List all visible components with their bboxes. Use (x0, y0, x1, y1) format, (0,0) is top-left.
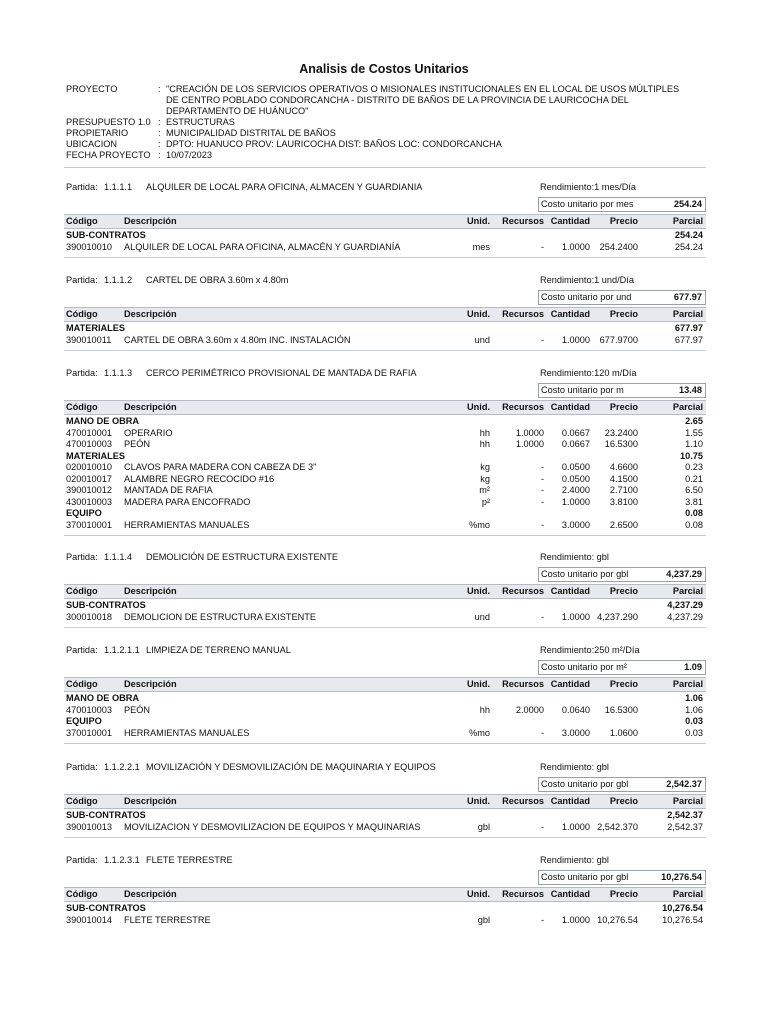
resource-table (64, 323, 706, 346)
cell-precio: 4,237.290 (597, 611, 638, 622)
partida-label: Partida: (66, 182, 98, 192)
unit-cost-value: 4,237.29 (666, 569, 702, 579)
column-header-recursos: Recursos (502, 679, 544, 689)
column-header-codigo: Código (66, 796, 98, 806)
partida-description: ALQUILER DE LOCAL PARA OFICINA, ALMACEN Y GUARDIANIA (146, 182, 423, 192)
column-header-unid: Unid. (467, 216, 490, 226)
table-header (64, 400, 706, 415)
cell-parcial: 677.97 (674, 334, 703, 345)
cell-parcial: 4,237.29 (667, 611, 703, 622)
partida-code: 1.1.2.3.1 (104, 855, 140, 865)
column-header-parcial: Parcial (672, 796, 703, 806)
cell-unid: p² (481, 496, 490, 507)
column-header-cantidad: Cantidad (550, 679, 590, 689)
column-header-descripcion: Descripción (124, 586, 177, 596)
column-header-precio: Precio (609, 889, 638, 899)
column-header-parcial: Parcial (672, 679, 703, 689)
partida-description: MOVILIZACIÓN Y DESMOVILIZACIÓN DE MAQUINARIA Y EQUIPOS (146, 762, 436, 772)
colon: : (158, 128, 161, 138)
cell-code: 300010018 (66, 611, 112, 622)
group-total: 4,237.29 (667, 600, 703, 610)
fecha-label: FECHA PROYECTO (66, 150, 151, 160)
cell-desc: CLAVOS PARA MADERA CON CABEZA DE 3" (124, 462, 317, 472)
group-total: 2.65 (685, 416, 703, 426)
partida-label: Partida: (66, 645, 98, 655)
partida-block (64, 853, 706, 925)
table-row (64, 822, 706, 834)
unit-cost-value: 13.48 (679, 385, 702, 395)
unit-cost-box (538, 290, 706, 305)
cell-desc: FLETE TERRESTRE (124, 914, 211, 925)
cell-unid: hh (479, 427, 490, 438)
column-header-cantidad: Cantidad (550, 309, 590, 319)
column-header-unid: Unid. (467, 796, 490, 806)
cell-parcial: 6.50 (685, 485, 703, 495)
column-header-codigo: Código (66, 586, 98, 596)
cell-desc: ALQUILER DE LOCAL PARA OFICINA, ALMACÉN Y GUARDIANÍA (124, 241, 401, 252)
cell-desc: MADERA PARA ENCOFRADO (124, 496, 251, 507)
group-row (64, 451, 706, 463)
unit-cost-value: 2,542.37 (666, 779, 702, 789)
unit-cost-label: Costo unitario por gbl (541, 779, 629, 789)
cell-precio: 3.8100 (609, 496, 638, 507)
column-header-recursos: Recursos (502, 216, 544, 226)
cell-recursos: - (540, 462, 544, 472)
partida-rendimiento: Rendimiento:1 und/Día (540, 275, 634, 285)
group-row (64, 716, 706, 728)
resource-table (64, 693, 706, 739)
cell-cantidad: 0.0640 (561, 704, 590, 715)
cell-recursos: - (540, 241, 544, 252)
cell-parcial: 10,276.54 (662, 914, 703, 925)
column-header-cantidad: Cantidad (550, 889, 590, 899)
partida-description: FLETE TERRESTRE (146, 855, 233, 865)
group-name: SUB-CONTRATOS (66, 230, 146, 240)
resource-table (64, 416, 706, 531)
cell-precio: 677.9700 (599, 334, 638, 345)
partida-divider (64, 257, 706, 258)
column-header-precio: Precio (609, 402, 638, 412)
partida-code: 1.1.1.4 (104, 552, 133, 562)
cell-desc: CARTEL DE OBRA 3.60m x 4.80m INC. INSTALACIÓN (124, 334, 351, 345)
table-row (64, 242, 706, 254)
partida-rendimiento: Rendimiento:120 m/Día (540, 368, 637, 378)
cell-code: 390010010 (66, 241, 112, 252)
group-total: 2,542.37 (667, 810, 703, 820)
unit-cost-box (538, 383, 706, 398)
column-header-codigo: Código (66, 679, 98, 689)
unit-cost-box (538, 870, 706, 885)
cell-unid: hh (479, 439, 490, 449)
table-row (64, 520, 706, 532)
column-header-cantidad: Cantidad (550, 796, 590, 806)
project-header (66, 84, 706, 161)
unit-cost-value: 254.24 (673, 199, 702, 209)
cell-unid: und (474, 611, 490, 622)
table-row (64, 485, 706, 497)
partida-header (64, 366, 706, 380)
column-header-parcial: Parcial (672, 889, 703, 899)
table-row (64, 705, 706, 717)
partida-code: 1.1.1.1 (104, 182, 133, 192)
partida-divider (64, 837, 706, 838)
partida-header (64, 550, 706, 564)
header-fecha (66, 150, 706, 161)
cell-unid: m² (479, 485, 490, 495)
colon: : (158, 84, 161, 94)
colon: : (158, 139, 161, 149)
unit-cost-label: Costo unitario por m² (541, 662, 627, 672)
table-row (64, 428, 706, 440)
proyecto-label: PROYECTO (66, 84, 118, 94)
partida-description: LIMPIEZA DE TERRENO MANUAL (146, 645, 291, 655)
column-header-unid: Unid. (467, 889, 490, 899)
group-row (64, 508, 706, 520)
group-name: EQUIPO (66, 716, 102, 726)
cell-cantidad: 3.0000 (561, 727, 590, 738)
unit-cost-label: Costo unitario por m (541, 385, 624, 395)
cell-parcial: 1.06 (685, 704, 703, 715)
column-header-parcial: Parcial (672, 586, 703, 596)
group-row (64, 230, 706, 242)
cell-cantidad: 1.0000 (561, 334, 590, 345)
cell-code: 370010001 (66, 727, 112, 738)
cell-code: 020010010 (66, 462, 112, 472)
cell-parcial: 0.21 (685, 473, 703, 484)
partida-code: 1.1.1.3 (104, 368, 133, 378)
cell-recursos: 1.0000 (515, 427, 544, 438)
cell-parcial: 3.81 (685, 496, 703, 507)
column-header-parcial: Parcial (672, 216, 703, 226)
propietario-value: MUNICIPALIDAD DISTRITAL DE BAÑOS (166, 128, 336, 138)
cell-code: 390010012 (66, 485, 112, 495)
cell-code: 470010001 (66, 427, 112, 438)
partida-description: CARTEL DE OBRA 3.60m x 4.80m (146, 275, 289, 285)
cell-recursos: - (540, 519, 544, 530)
column-header-precio: Precio (609, 679, 638, 689)
table-row (64, 915, 706, 927)
cell-recursos: - (540, 334, 544, 345)
cell-code: 470010003 (66, 439, 112, 449)
presupuesto-label: PRESUPUESTO 1.0 (66, 117, 151, 127)
cell-unid: %mo (469, 519, 490, 530)
unit-cost-label: Costo unitario por gbl (541, 569, 629, 579)
column-header-codigo: Código (66, 216, 98, 226)
table-header (64, 584, 706, 599)
partida-block (64, 643, 706, 738)
partida-code: 1.1.2.1.1 (104, 645, 140, 655)
group-name: MANO DE OBRA (66, 693, 139, 703)
cell-code: 470010003 (66, 704, 112, 715)
table-row (64, 474, 706, 486)
cell-recursos: 1.0000 (515, 439, 544, 449)
cell-precio: 4.1500 (609, 473, 638, 484)
cell-recursos: - (540, 914, 544, 925)
group-total: 10,276.54 (662, 903, 703, 913)
propietario-label: PROPIETARIO (66, 128, 129, 138)
cell-precio: 2.7100 (609, 485, 638, 495)
partida-code: 1.1.1.2 (104, 275, 133, 285)
page-title: Analisis de Costos Unitarios (299, 62, 469, 76)
partida-label: Partida: (66, 762, 98, 772)
cell-recursos: - (540, 473, 544, 484)
unit-cost-value: 10,276.54 (661, 872, 702, 882)
unit-cost-value: 677.97 (673, 292, 702, 302)
cell-code: 430010003 (66, 496, 112, 507)
table-header (64, 677, 706, 692)
column-header-codigo: Código (66, 889, 98, 899)
cell-cantidad: 1.0000 (561, 496, 590, 507)
fecha-value: 10/07/2023 (166, 150, 212, 160)
table-header (64, 214, 706, 229)
group-total: 10.75 (680, 450, 703, 461)
cell-precio: 2,542.370 (597, 821, 638, 832)
resource-table (64, 230, 706, 253)
partida-header (64, 853, 706, 867)
cell-precio: 1.0600 (609, 727, 638, 738)
table-header (64, 887, 706, 902)
cell-desc: DEMOLICION DE ESTRUCTURA EXISTENTE (124, 611, 316, 622)
column-header-recursos: Recursos (502, 796, 544, 806)
column-header-descripcion: Descripción (124, 309, 177, 319)
cell-desc: HERRAMIENTAS MANUALES (124, 727, 250, 738)
partida-divider (64, 627, 706, 628)
group-total: 0.08 (685, 508, 703, 518)
cell-cantidad: 1.0000 (561, 821, 590, 832)
ubicacion-value: DPTO: HUANUCO PROV: LAURICOCHA DIST: BAÑOS LOC: CONDORCANCHA (166, 139, 502, 149)
cell-unid: kg (480, 473, 490, 484)
unit-cost-label: Costo unitario por und (541, 292, 632, 302)
cell-unid: %mo (469, 727, 490, 738)
cell-cantidad: 2.4000 (561, 485, 590, 495)
ubicacion-label: UBICACION (66, 139, 118, 149)
header-propietario (66, 128, 706, 139)
cell-cantidad: 1.0000 (561, 241, 590, 252)
column-header-precio: Precio (609, 309, 638, 319)
table-row (64, 612, 706, 624)
group-row (64, 810, 706, 822)
cell-recursos: - (540, 727, 544, 738)
unit-cost-value: 1.09 (684, 662, 702, 672)
cell-precio: 16.5300 (604, 439, 638, 449)
column-header-unid: Unid. (467, 309, 490, 319)
column-header-cantidad: Cantidad (550, 216, 590, 226)
partida-divider (64, 535, 706, 536)
cell-desc: MANTADA DE RAFIA (124, 485, 213, 495)
column-header-descripcion: Descripción (124, 216, 177, 226)
group-total: 677.97 (674, 323, 703, 333)
table-row (64, 497, 706, 509)
cell-precio: 23.2400 (604, 427, 638, 438)
header-presupuesto (66, 117, 706, 128)
column-header-recursos: Recursos (502, 586, 544, 596)
column-header-recursos: Recursos (502, 309, 544, 319)
partida-rendimiento: Rendimiento: gbl (540, 552, 609, 562)
cell-unid: kg (480, 462, 490, 472)
column-header-descripcion: Descripción (124, 889, 177, 899)
partida-block (64, 550, 706, 622)
partida-description: CERCO PERIMÉTRICO PROVISIONAL DE MANTADA DE RAFIA (146, 368, 417, 378)
partida-rendimiento: Rendimiento: gbl (540, 855, 609, 865)
header-divider (64, 167, 706, 168)
unit-cost-label: Costo unitario por gbl (541, 872, 629, 882)
cell-cantidad: 0.0667 (561, 427, 590, 438)
column-header-precio: Precio (609, 216, 638, 226)
cell-precio: 2.6500 (609, 519, 638, 530)
table-row (64, 462, 706, 474)
cell-cantidad: 1.0000 (561, 611, 590, 622)
partida-header (64, 273, 706, 287)
column-header-descripcion: Descripción (124, 796, 177, 806)
column-header-unid: Unid. (467, 586, 490, 596)
column-header-unid: Unid. (467, 679, 490, 689)
column-header-descripcion: Descripción (124, 402, 177, 412)
partida-label: Partida: (66, 368, 98, 378)
partida-block (64, 273, 706, 345)
cell-parcial: 0.23 (685, 462, 703, 472)
cell-precio: 254.2400 (599, 241, 638, 252)
column-header-parcial: Parcial (672, 309, 703, 319)
cell-precio: 16.5300 (604, 704, 638, 715)
table-row (64, 439, 706, 451)
group-row (64, 600, 706, 612)
unit-cost-box (538, 197, 706, 212)
cell-desc: HERRAMIENTAS MANUALES (124, 519, 250, 530)
group-row (64, 903, 706, 915)
cell-code: 390010011 (66, 334, 112, 345)
cell-code: 390010014 (66, 914, 112, 925)
partida-block (64, 760, 706, 832)
column-header-codigo: Código (66, 309, 98, 319)
cell-cantidad: 3.0000 (561, 519, 590, 530)
proyecto-value: "CREACIÓN DE LOS SERVICIOS OPERATIVOS O MISIONALES INSTITUCIONALES EN EL LOCAL DE USOS MÚLTIPLES DE CENTRO POBLADO CONDORCANCHA - DISTRITO DE BAÑOS DE LA PROVINCIA DE LAURICOCHA DEL DEPARTAMENTO DE HUÁNUCO" (166, 84, 680, 116)
cell-desc: PEÓN (124, 439, 151, 449)
cell-code: 020010017 (66, 473, 112, 484)
column-header-recursos: Recursos (502, 889, 544, 899)
partida-divider (64, 743, 706, 744)
group-name: SUB-CONTRATOS (66, 810, 146, 820)
cell-code: 390010013 (66, 821, 112, 832)
partida-label: Partida: (66, 275, 98, 285)
cell-recursos: - (540, 485, 544, 495)
cell-cantidad: 0.0500 (561, 462, 590, 472)
column-header-descripcion: Descripción (124, 679, 177, 689)
partida-description: DEMOLICIÓN DE ESTRUCTURA EXISTENTE (146, 552, 338, 562)
table-row (64, 728, 706, 740)
presupuesto-value: ESTRUCTURAS (166, 117, 235, 127)
cell-parcial: 0.03 (685, 727, 703, 738)
partida-block (64, 180, 706, 252)
cell-cantidad: 0.0667 (561, 439, 590, 449)
unit-cost-box (538, 567, 706, 582)
cell-desc: OPERARIO (124, 427, 173, 438)
group-name: MATERIALES (66, 450, 126, 461)
cell-recursos: - (540, 821, 544, 832)
cell-recursos: - (540, 611, 544, 622)
cell-recursos: - (540, 496, 544, 507)
header-ubicacion (66, 139, 706, 150)
resource-table (64, 600, 706, 623)
resource-table (64, 903, 706, 926)
partida-label: Partida: (66, 855, 98, 865)
colon: : (158, 150, 161, 160)
cell-desc: MOVILIZACION Y DESMOVILIZACION DE EQUIPOS Y MAQUINARIAS (124, 821, 421, 832)
group-row (64, 323, 706, 335)
partida-header (64, 760, 706, 774)
group-row (64, 416, 706, 428)
unit-cost-box (538, 777, 706, 792)
unit-cost-label: Costo unitario por mes (541, 199, 634, 209)
cell-recursos: 2.0000 (515, 704, 544, 715)
resource-table (64, 810, 706, 833)
partida-rendimiento: Rendimiento:1 mes/Día (540, 182, 637, 192)
group-total: 1.06 (685, 693, 703, 703)
cell-precio: 10,276.54 (597, 914, 638, 925)
cell-unid: hh (479, 704, 490, 715)
partida-rendimiento: Rendimiento: gbl (540, 762, 609, 772)
partida-divider (64, 350, 706, 351)
table-header (64, 794, 706, 809)
colon: : (158, 117, 161, 127)
cell-desc: ALAMBRE NEGRO RECOCIDO #16 (124, 473, 275, 484)
cell-cantidad: 1.0000 (561, 914, 590, 925)
group-name: EQUIPO (66, 508, 102, 518)
cell-desc: PEÓN (124, 704, 151, 715)
cell-unid: gbl (477, 821, 490, 832)
group-row (64, 693, 706, 705)
cell-parcial: 0.08 (685, 519, 703, 530)
group-total: 254.24 (674, 230, 703, 240)
column-header-cantidad: Cantidad (550, 402, 590, 412)
column-header-precio: Precio (609, 586, 638, 596)
header-proyecto (66, 84, 706, 117)
partida-code: 1.1.2.2.1 (104, 762, 140, 772)
column-header-unid: Unid. (467, 402, 490, 412)
cell-parcial: 254.24 (674, 241, 703, 252)
partida-header (64, 180, 706, 194)
table-row (64, 335, 706, 347)
column-header-codigo: Código (66, 402, 98, 412)
partida-header (64, 643, 706, 657)
cell-unid: gbl (477, 914, 490, 925)
column-header-parcial: Parcial (672, 402, 703, 412)
column-header-recursos: Recursos (502, 402, 544, 412)
partida-label: Partida: (66, 552, 98, 562)
cell-cantidad: 0.0500 (561, 473, 590, 484)
cell-parcial: 2,542.37 (667, 821, 703, 832)
cell-unid: mes (472, 241, 490, 252)
column-header-precio: Precio (609, 796, 638, 806)
partida-block (64, 366, 706, 530)
group-name: MATERIALES (66, 323, 126, 333)
cell-code: 370010001 (66, 519, 112, 530)
group-name: MANO DE OBRA (66, 416, 139, 426)
cell-unid: und (474, 334, 490, 345)
table-header (64, 307, 706, 322)
unit-cost-box (538, 660, 706, 675)
partida-rendimiento: Rendimiento:250 m²/Día (540, 645, 640, 655)
group-name: SUB-CONTRATOS (66, 600, 146, 610)
group-name: SUB-CONTRATOS (66, 903, 146, 913)
column-header-cantidad: Cantidad (550, 586, 590, 596)
cell-precio: 4.6600 (609, 462, 638, 472)
group-total: 0.03 (685, 716, 703, 726)
cell-parcial: 1.10 (685, 439, 703, 449)
cell-parcial: 1.55 (685, 427, 703, 438)
